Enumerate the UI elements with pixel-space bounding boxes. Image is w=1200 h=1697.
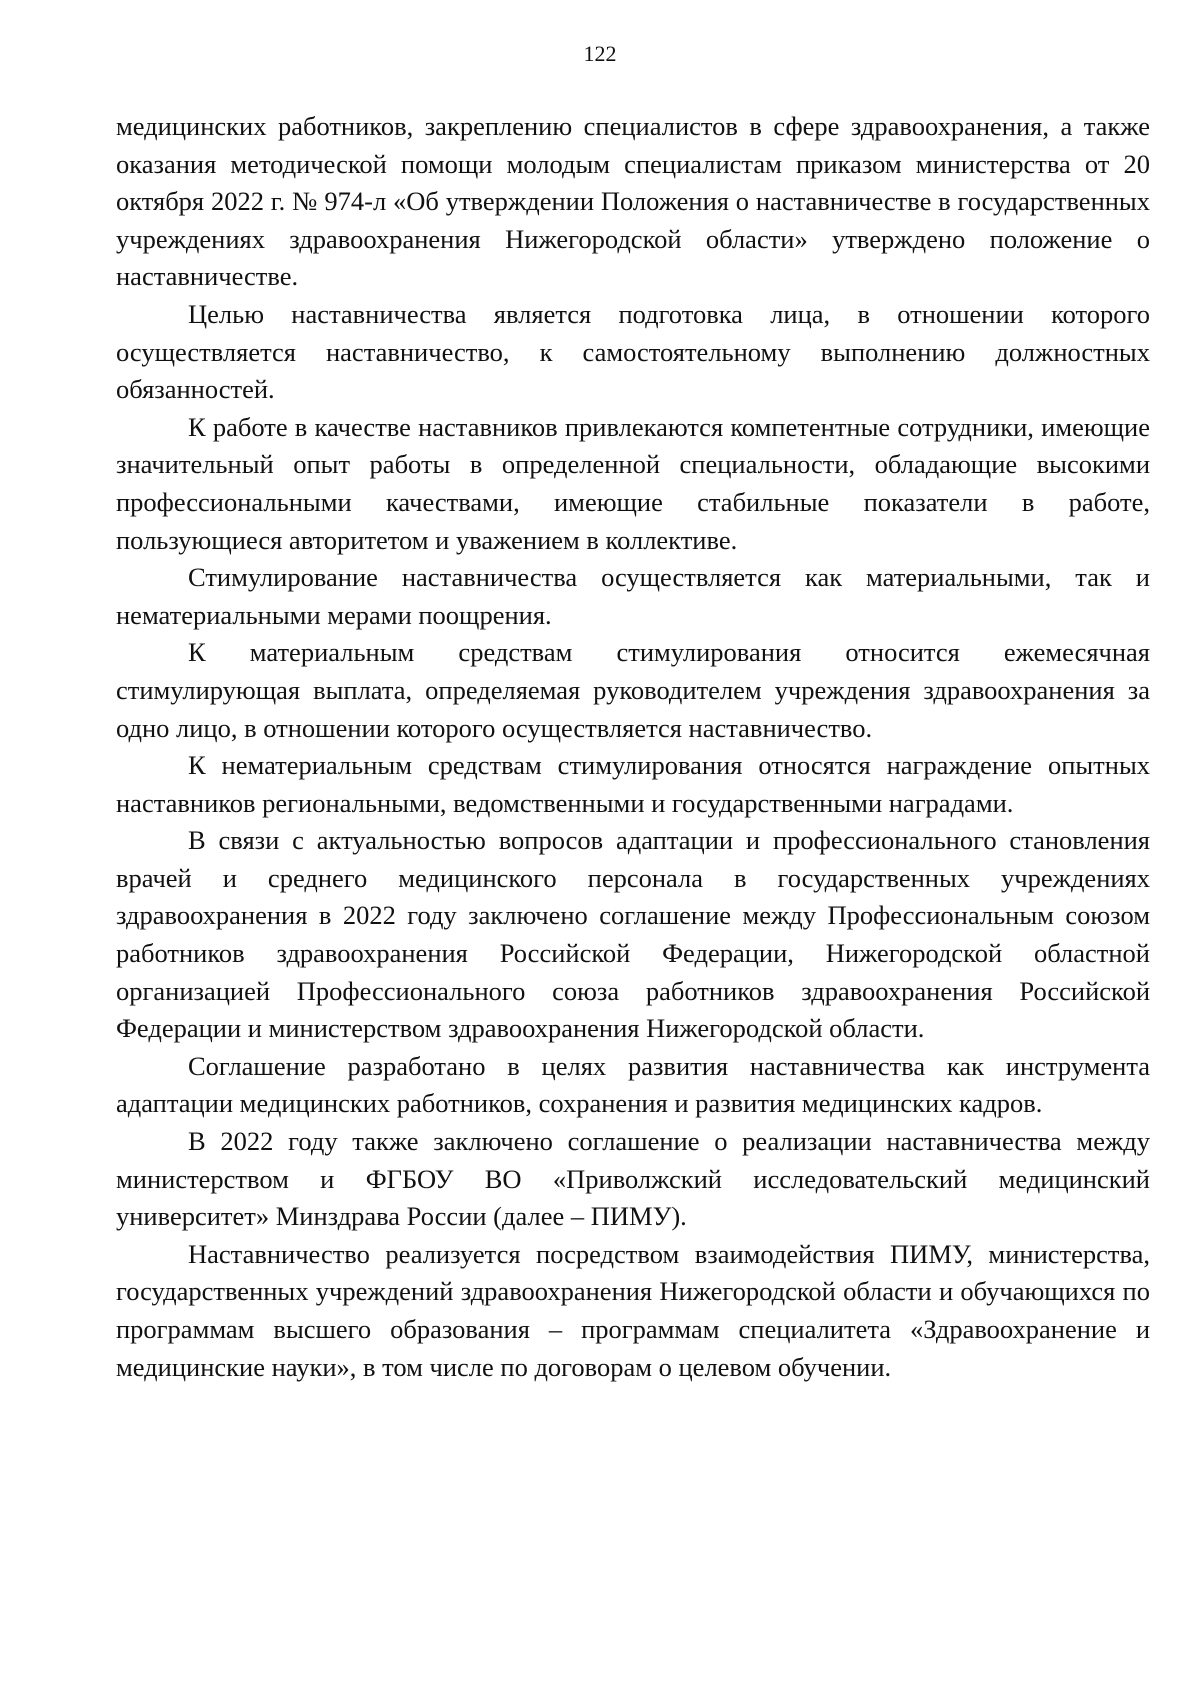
- paragraph-stimulation: Стимулирование наставничества осуществляется как материальными, так и нематериальными мерами поощрения.: [116, 562, 1150, 630]
- paragraph-mentor-selection: К работе в качестве наставников привлекаются компетентные сотрудники, имеющие значительный опыт работы в определенной специальности, обладающие высокими профессиональными качествами, имеющие стабильные показатели в работе, пользующиеся авторитетом и уважением в коллективе.: [116, 411, 1150, 555]
- paragraph-agreement-purpose: Соглашение разработано в целях развития наставничества как инструмента адаптации медицинских работников, сохранения и развития медицинских кадров.: [116, 1050, 1150, 1119]
- paragraph-agreement-pimu: В 2022 году также заключено соглашение о реализации наставничества между министерством и ФГБОУ ВО «Приволжский исследовательский медицинский университет» Минздрава России (далее – ПИМУ).: [116, 1126, 1150, 1232]
- page-number: 122: [583, 41, 617, 66]
- paragraph-material-incentives: К материальным средствам стимулирования относится ежемесячная стимулирующая выплата, определяемая руководителем учреждения здравоохранения за одно лицо, в отношении которого осуществляется наставничество.: [116, 637, 1150, 743]
- paragraph-nonmaterial-incentives: К нематериальным средствам стимулирования относятся награждение опытных наставников региональными, ведомственными и государственными наградами.: [116, 750, 1150, 818]
- paragraph-mentoring-goal: Целью наставничества является подготовка лица, в отношении которого осуществляется наставничество, к самостоятельному выполнению должностных обязанностей.: [116, 298, 1150, 405]
- paragraph-agreement-union: В связи с актуальностью вопросов адаптации и профессионального становления врачей и среднего медицинского персонала в государственных учреждениях здравоохранения в 2022 году заключено соглашение между Профессиональным союзом работников здравоохранения Российской Федерации, Нижегородской областной организацией Профессионального союза работников здравоохранения Российской Федерации и министерством здравоохранения Нижегородской области.: [116, 825, 1150, 1044]
- paragraph-mentoring-implementation: Наставничество реализуется посредством взаимодействия ПИМУ, министерства, государственных учреждений здравоохранения Нижегородской области и обучающихся по программам высшего образования – программам специалитета «Здравоохранение и медицинские науки», в том числе по договорам о целевом обучении.: [116, 1238, 1150, 1382]
- paragraph-continuation: медицинских работников, закреплению специалистов в сфере здравоохранения, а также оказания методической помощи молодым специалистам приказом министерства от 20 октября 2022 г. № 974-л «Об утверждении Положения о наставничестве в государственных учреждениях здравоохранения Нижегородской области» утверждено положение о наставничестве.: [116, 111, 1150, 292]
- document-body: [116, 108, 1150, 1386]
